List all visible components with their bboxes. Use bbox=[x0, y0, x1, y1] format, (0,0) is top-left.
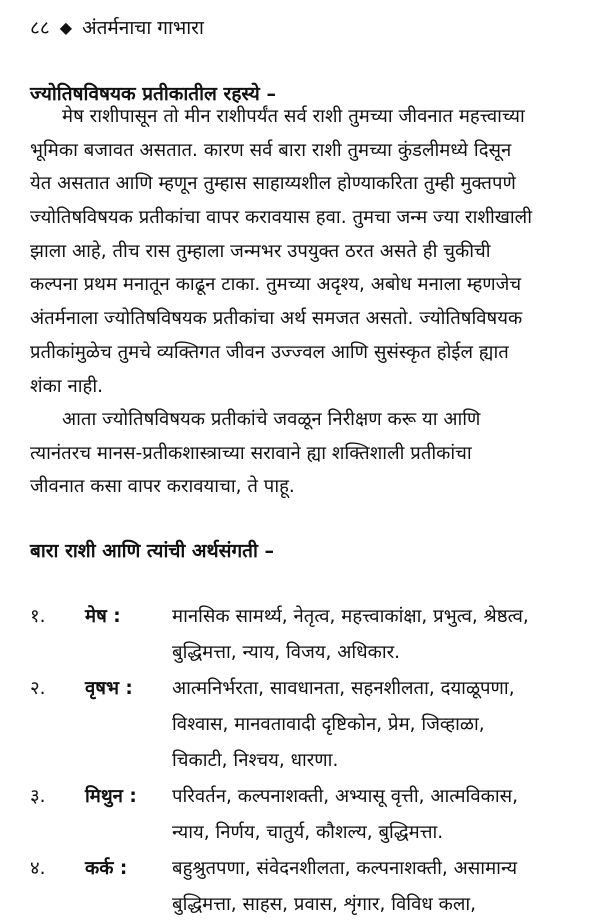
zodiac-sign-list bbox=[30, 599, 590, 923]
running-header bbox=[30, 14, 204, 40]
text-line: मेष राशीपासून तो मीन राशीपर्यंत सर्व राशी तुमच्या जीवनात महत्त्वाच्या bbox=[62, 106, 525, 127]
item-number: ४. bbox=[30, 858, 46, 879]
text-line: परिवर्तन, कल्पनाशक्ती, अभ्यासू वृत्ती, आत्मविकास, bbox=[172, 786, 519, 807]
text-line: झाला आहे, तीच रास तुम्हाला जन्मभर उपयुक्त ठरत असते ही चुकीची bbox=[30, 240, 491, 262]
list-item-vrushabh bbox=[30, 671, 590, 779]
item-number: २. bbox=[30, 678, 46, 699]
diamond-icon: ◆ bbox=[59, 17, 73, 37]
item-number: १. bbox=[30, 606, 46, 627]
list-item-mesh bbox=[30, 599, 590, 671]
text-line: भूमिका बजावत असतात. कारण सर्व बारा राशी तुमच्या कुंडलीमध्ये दिसून bbox=[30, 139, 512, 161]
text-line: जीवनात कसा वापर करावयाचा, ते पाहू. bbox=[30, 476, 295, 498]
text-line: मानसिक सामर्थ्य, नेतृत्व, महत्त्वाकांक्षा, प्रभुत्व, श्रेष्ठत्व, bbox=[172, 606, 529, 627]
text-line: कल्पना प्रथम मनातून काढून टाका. तुमच्या अदृश्य, अबोध मनाला म्हणजेच bbox=[30, 274, 522, 296]
sign-name: कर्क : bbox=[85, 858, 128, 879]
sign-name: मेष : bbox=[85, 606, 121, 627]
list-item-kark bbox=[30, 851, 590, 923]
paragraph-1 bbox=[30, 100, 580, 403]
text-line: शंका नाही. bbox=[30, 375, 104, 397]
paragraph-2 bbox=[30, 403, 580, 504]
book-title: अंतर्मनाचा गाभारा bbox=[82, 17, 204, 39]
section-heading-symbol-secrets: ज्योतिषविषयक प्रतीकातील रहस्ये – bbox=[30, 83, 276, 105]
list-item-mithun bbox=[30, 779, 590, 851]
item-number: ३. bbox=[30, 786, 46, 807]
text-line: ज्योतिषविषयक प्रतीकांचा वापर करावयास हवा. तुमचा जन्म ज्या राशीखाली bbox=[30, 207, 533, 229]
sign-name: मिथुन : bbox=[85, 786, 137, 807]
text-line: विश्वास, मानवतावादी दृष्टिकोन, प्रेम, जिव्हाळा, bbox=[172, 714, 485, 735]
text-line: न्याय, निर्णय, चातुर्य, कौशल्य, बुद्धिमत्ता. bbox=[172, 822, 444, 843]
text-line: बुद्धिमत्ता, न्याय, विजय, अधिकार. bbox=[172, 642, 401, 663]
text-line: आत्मनिर्भरता, सावधानता, सहनशीलता, दयाळूपणा, bbox=[172, 678, 515, 699]
text-line: अंतर्मनाला ज्योतिषविषयक प्रतीकांचा अर्थ समजत असतो. ज्योतिषविषयक bbox=[30, 308, 523, 330]
text-line: येत असतात आणि म्हणून तुम्हास साहाय्यशील होण्याकरिता तुम्ही मुक्तपणे bbox=[30, 173, 516, 195]
text-line: आता ज्योतिषविषयक प्रतीकांचे जवळून निरीक्षण करू या आणि bbox=[62, 409, 481, 430]
section-heading-twelve-signs: बारा राशी आणि त्यांची अर्थसंगती – bbox=[30, 540, 275, 562]
sign-name: वृषभ : bbox=[85, 678, 133, 699]
text-line: बुद्धिमत्ता, साहस, प्रवास, शृंगार, विविध कला, bbox=[172, 894, 477, 915]
text-line: प्रतीकांमुळेच तुमचे व्यक्तिगत जीवन उज्ज्वल आणि सुसंस्कृत होईल ह्यात bbox=[30, 341, 509, 363]
page-number: ८८ bbox=[30, 17, 50, 39]
text-line: चिकाटी, निश्चय, धारणा. bbox=[172, 750, 339, 771]
text-line: त्यानंतरच मानस-प्रतीकशास्त्राच्या सरावाने ह्या शक्तिशाली प्रतीकांचा bbox=[30, 442, 472, 464]
text-line: बहुश्रुतपणा, संवेदनशीलता, कल्पनाशक्ती, असामान्य bbox=[172, 858, 518, 879]
